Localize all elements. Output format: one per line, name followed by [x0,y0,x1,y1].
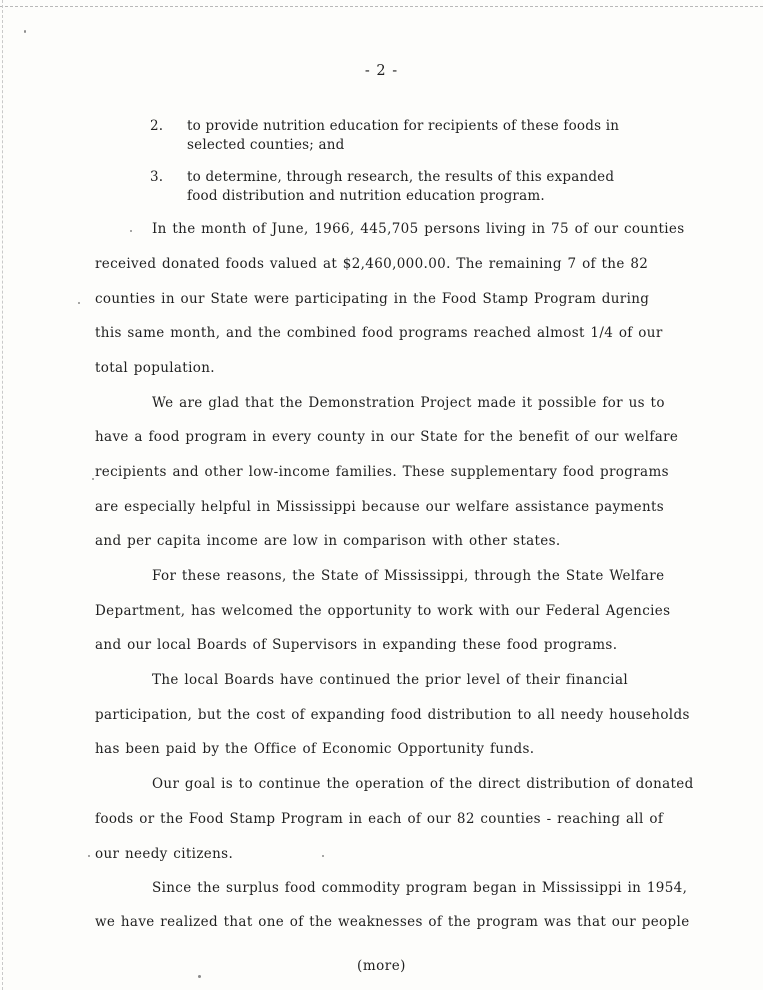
paragraph-line: foods or the Food Stamp Program in each of our 82 counties - reaching all of [95,811,664,827]
list-item-line: to determine, through research, the results of this expanded [187,169,615,185]
top-perforation-border [0,6,763,7]
list-item-line: food distribution and nutrition education program. [187,188,545,204]
scan-speck [130,230,132,232]
paragraph-line: this same month, and the combined food programs reached almost 1/4 of our [95,325,663,341]
paragraph-line: have a food program in every county in our State for the benefit of our welfare [95,429,679,445]
list-item [150,117,710,155]
paragraph-line: we have realized that one of the weaknesses of the program was that our people [95,914,690,930]
paragraph-line: participation, but the cost of expanding food distribution to all needy households [95,707,690,723]
paragraph-line: are especially helpful in Mississippi because our welfare assistance payments [95,499,665,515]
paragraph-line: has been paid by the Office of Economic Opportunity funds. [95,741,535,757]
list-item-line: selected counties; and [187,137,345,153]
list-item-number: 3. [150,169,164,185]
paragraph-line: and per capita income are low in comparison with other states. [95,533,561,549]
paragraph-line: recipients and other low-income families. These supplementary food programs [95,464,669,480]
paragraph-line: Since the surplus food commodity program began in Mississippi in 1954, [152,880,688,896]
paragraph-line: total population. [95,360,215,376]
paragraph-line: and our local Boards of Supervisors in expanding these food programs. [95,637,618,653]
scan-speck [88,855,90,857]
paragraph-line: For these reasons, the State of Mississippi, through the State Welfare [152,568,665,584]
paragraph-line: The local Boards have continued the prior level of their financial [152,672,629,688]
paragraph-line: We are glad that the Demonstration Project made it possible for us to [152,395,665,411]
page-number: - 2 - [364,63,399,79]
paragraph-line: received donated foods valued at $2,460,000.00. The remaining 7 of the 82 [95,256,649,272]
scan-speck [24,30,26,33]
paragraph-line: In the month of June, 1966, 445,705 persons living in 75 of our counties [152,221,685,237]
list-item [150,168,710,206]
paragraph-line: our needy citizens. [95,846,234,862]
paragraph-line: Our goal is to continue the operation of the direct distribution of donated [152,776,694,792]
left-perforation-border [2,0,3,990]
scan-speck [322,855,324,857]
paragraph-line: Department, has welcomed the opportunity to work with our Federal Agencies [95,603,671,619]
list-item-text [187,168,710,206]
scan-speck [78,302,80,304]
continuation-note: (more) [357,958,406,974]
list-item-line: to provide nutrition education for recipients of these foods in [187,118,620,134]
list-item-number: 2. [150,118,164,134]
paragraph-line: counties in our State were participating in the Food Stamp Program during [95,291,650,307]
list-item-text [187,117,710,155]
scan-speck [198,975,201,978]
scan-speck [92,478,94,480]
